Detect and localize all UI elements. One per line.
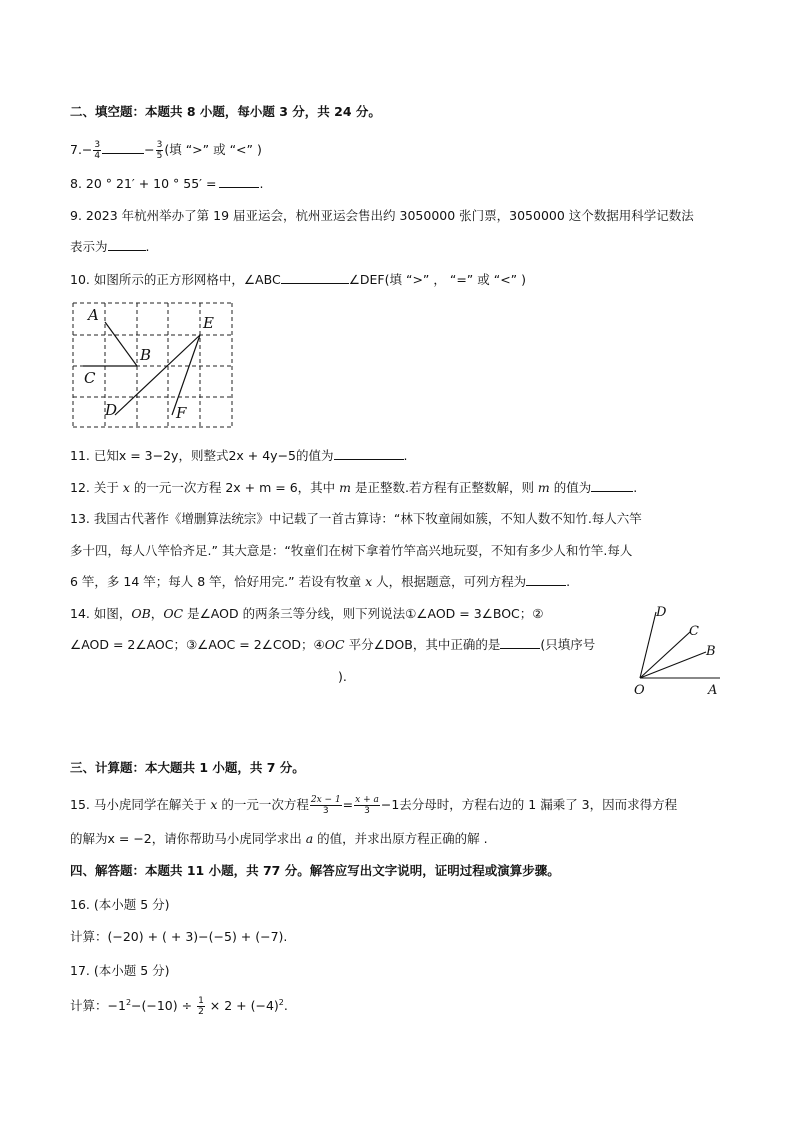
- section-3-title: 三、计算题：本大题共 1 小题，共 7 分。: [70, 760, 305, 775]
- answer-blank[interactable]: [281, 271, 349, 284]
- answer-blank[interactable]: [108, 238, 146, 251]
- label-a: A: [88, 306, 99, 324]
- fraction-numerator: 2x − 1: [310, 795, 341, 805]
- fraction-1-2: [197, 996, 205, 1017]
- q9-text: 表示为: [70, 239, 108, 254]
- question-15-line-2: [70, 830, 488, 848]
- var-x: x: [365, 574, 373, 589]
- label-b: B: [706, 644, 716, 659]
- fraction-denominator: 3: [364, 806, 370, 816]
- answer-blank[interactable]: [219, 175, 259, 188]
- label-c: C: [689, 624, 699, 639]
- q17-text-c: × 2 + (−4): [205, 998, 279, 1014]
- question-13-line-1: 13. 我国古代著作《增删算法统宗》中记载了一首古算诗：“林下牧童闹如簇，不知人数不知竹.每人六竿: [70, 511, 642, 526]
- question-8: [70, 175, 263, 193]
- q12-text-c: 是正整数.若方程有正整数解，则: [351, 480, 538, 495]
- segment-ef: [172, 335, 200, 415]
- fraction-numerator: 1: [198, 996, 204, 1007]
- label-o: O: [634, 683, 645, 698]
- question-17-heading: 17. (本小题 5 分): [70, 963, 170, 978]
- q15-text-c: −1去分母时，方程右边的 1 漏乘了 3，因而求得方程: [380, 797, 678, 812]
- comma: ，: [150, 606, 164, 621]
- q14-text-b: 是∠AOD 的两条三等分线，则下列说法①∠AOD = 3∠BOC；②: [183, 606, 544, 621]
- grid-figure: [70, 300, 235, 430]
- period: .: [403, 448, 408, 463]
- q14-text-e: (只填序号: [540, 637, 596, 652]
- exponent: 2: [278, 998, 284, 1007]
- answer-blank[interactable]: [526, 573, 566, 586]
- q13-text-a: 6 竿，多 14 竿；每人 8 竿，恰好用完.” 若设有牧童: [70, 574, 366, 589]
- q15-text-d: 的解为x = −2，请你帮助马小虎同学求出: [70, 831, 306, 846]
- var-a: a: [305, 831, 314, 846]
- q13-text-b: 人，根据题意，可列方程为: [372, 574, 527, 589]
- label-c: C: [84, 369, 96, 387]
- section-2-title: 二、填空题：本题共 8 小题，每小题 3 分，共 24 分。: [70, 104, 381, 119]
- question-14-line-2: [70, 636, 595, 654]
- section-4-title: 四、解答题：本题共 11 小题，共 77 分。解答应写出文字说明，证明过程或演算步骤。: [70, 863, 560, 878]
- fraction-denominator: 4: [94, 151, 101, 161]
- q15-text-e: 的值，并求出原方程正确的解 .: [313, 831, 488, 846]
- question-12: [70, 479, 637, 497]
- fraction-3-4: [93, 140, 101, 161]
- q11-text: 11. 已知x = 3−2y，则整式2x + 4y−5的值为: [70, 448, 334, 463]
- period: .: [259, 176, 264, 191]
- segment-de: [115, 335, 200, 415]
- ray-ob-line: [640, 652, 706, 678]
- ray-oc: OC: [324, 637, 345, 652]
- question-14-line-3: ).: [338, 669, 347, 684]
- var-m: m: [537, 480, 550, 495]
- q10-text-a: 10. 如图所示的正方形网格中，∠ABC: [70, 272, 281, 287]
- fraction-denominator: 3: [322, 806, 329, 816]
- q17-text-a: 计算：−1: [70, 998, 126, 1014]
- angle-figure: [628, 600, 728, 698]
- question-14-line-1: [70, 605, 544, 623]
- question-16-body: 计算：(−20) + ( + 3)−(−5) + (−7).: [70, 929, 288, 944]
- q12-text-d: 的值为: [549, 480, 592, 495]
- question-7: [70, 140, 262, 161]
- q7-suffix: (填 “>” 或 “<” ): [164, 142, 262, 157]
- question-13-line-3: [70, 573, 570, 591]
- answer-blank[interactable]: [334, 447, 404, 460]
- q12-text-a: 12. 关于: [70, 480, 123, 495]
- equals-sign: =: [342, 797, 354, 812]
- q14-text-c: ∠AOD = 2∠AOC；③∠AOC = 2∠COD；④: [70, 637, 325, 652]
- period: .: [633, 480, 638, 495]
- q14-text-a: 14. 如图，: [70, 606, 132, 621]
- question-9-line-2: [70, 238, 150, 256]
- question-17-body: [70, 994, 288, 1017]
- period: .: [145, 239, 150, 254]
- ray-ob: OB: [131, 606, 151, 621]
- fraction-3-5: [156, 140, 164, 161]
- question-11: [70, 447, 407, 465]
- ray-oc-line: [640, 632, 690, 678]
- label-d: D: [105, 401, 118, 419]
- q7-prefix: 7.−: [70, 142, 93, 157]
- segment-ab: [105, 322, 137, 366]
- label-d: D: [656, 605, 667, 620]
- q12-text-b: 的一元一次方程 2x + m = 6，其中: [129, 480, 340, 495]
- label-a: A: [708, 683, 718, 698]
- q15-text-a: 15. 马小虎同学在解关于: [70, 797, 211, 812]
- q8-text: 8. 20 ° 21′ + 10 ° 55′ =: [70, 176, 217, 191]
- var-x: x: [210, 797, 218, 812]
- period: .: [566, 574, 571, 589]
- fraction-numerator: 3: [94, 140, 101, 150]
- fraction-denominator: 2: [198, 1007, 204, 1018]
- question-13-line-2: 多十四，每人八竿恰齐足.” 其大意是：“牧童们在树下拿着竹竿高兴地玩耍，不知有多少人和竹竿.每人: [70, 543, 633, 558]
- answer-blank[interactable]: [591, 479, 633, 492]
- fraction-numerator: x + a: [355, 795, 379, 805]
- var-m: m: [339, 480, 351, 495]
- q7-minus: −: [144, 142, 155, 157]
- question-16-heading: 16. (本小题 5 分): [70, 897, 170, 912]
- ray-od: [640, 612, 656, 678]
- answer-blank[interactable]: [500, 636, 540, 649]
- question-10: [70, 271, 526, 289]
- label-b: B: [140, 346, 152, 364]
- fraction-2x-1-over-3: [310, 795, 342, 816]
- q14-text-d: 平分∠DOB，其中正确的是: [344, 637, 501, 652]
- ray-oc: OC: [163, 606, 184, 621]
- exponent: 2: [125, 998, 132, 1007]
- fraction-x-plus-a-over-3: [354, 795, 380, 816]
- label-f: F: [176, 404, 187, 422]
- answer-blank[interactable]: [102, 141, 144, 154]
- q17-text-b: −(−10) ÷: [131, 998, 197, 1014]
- fraction-numerator: 3: [156, 140, 163, 150]
- question-15-line-1: [70, 795, 677, 816]
- var-x: x: [122, 480, 130, 495]
- label-e: E: [203, 314, 214, 332]
- period: .: [283, 998, 288, 1014]
- q15-text-b: 的一元一次方程: [217, 797, 309, 812]
- fraction-denominator: 5: [156, 151, 163, 161]
- q10-text-b: ∠DEF(填 “>” ， “=” 或 “<” ): [348, 272, 526, 287]
- question-9-line-1: 9. 2023 年杭州举办了第 19 届亚运会，杭州亚运会售出约 3050000 张门票，3050000 这个数据用科学记数法: [70, 208, 694, 223]
